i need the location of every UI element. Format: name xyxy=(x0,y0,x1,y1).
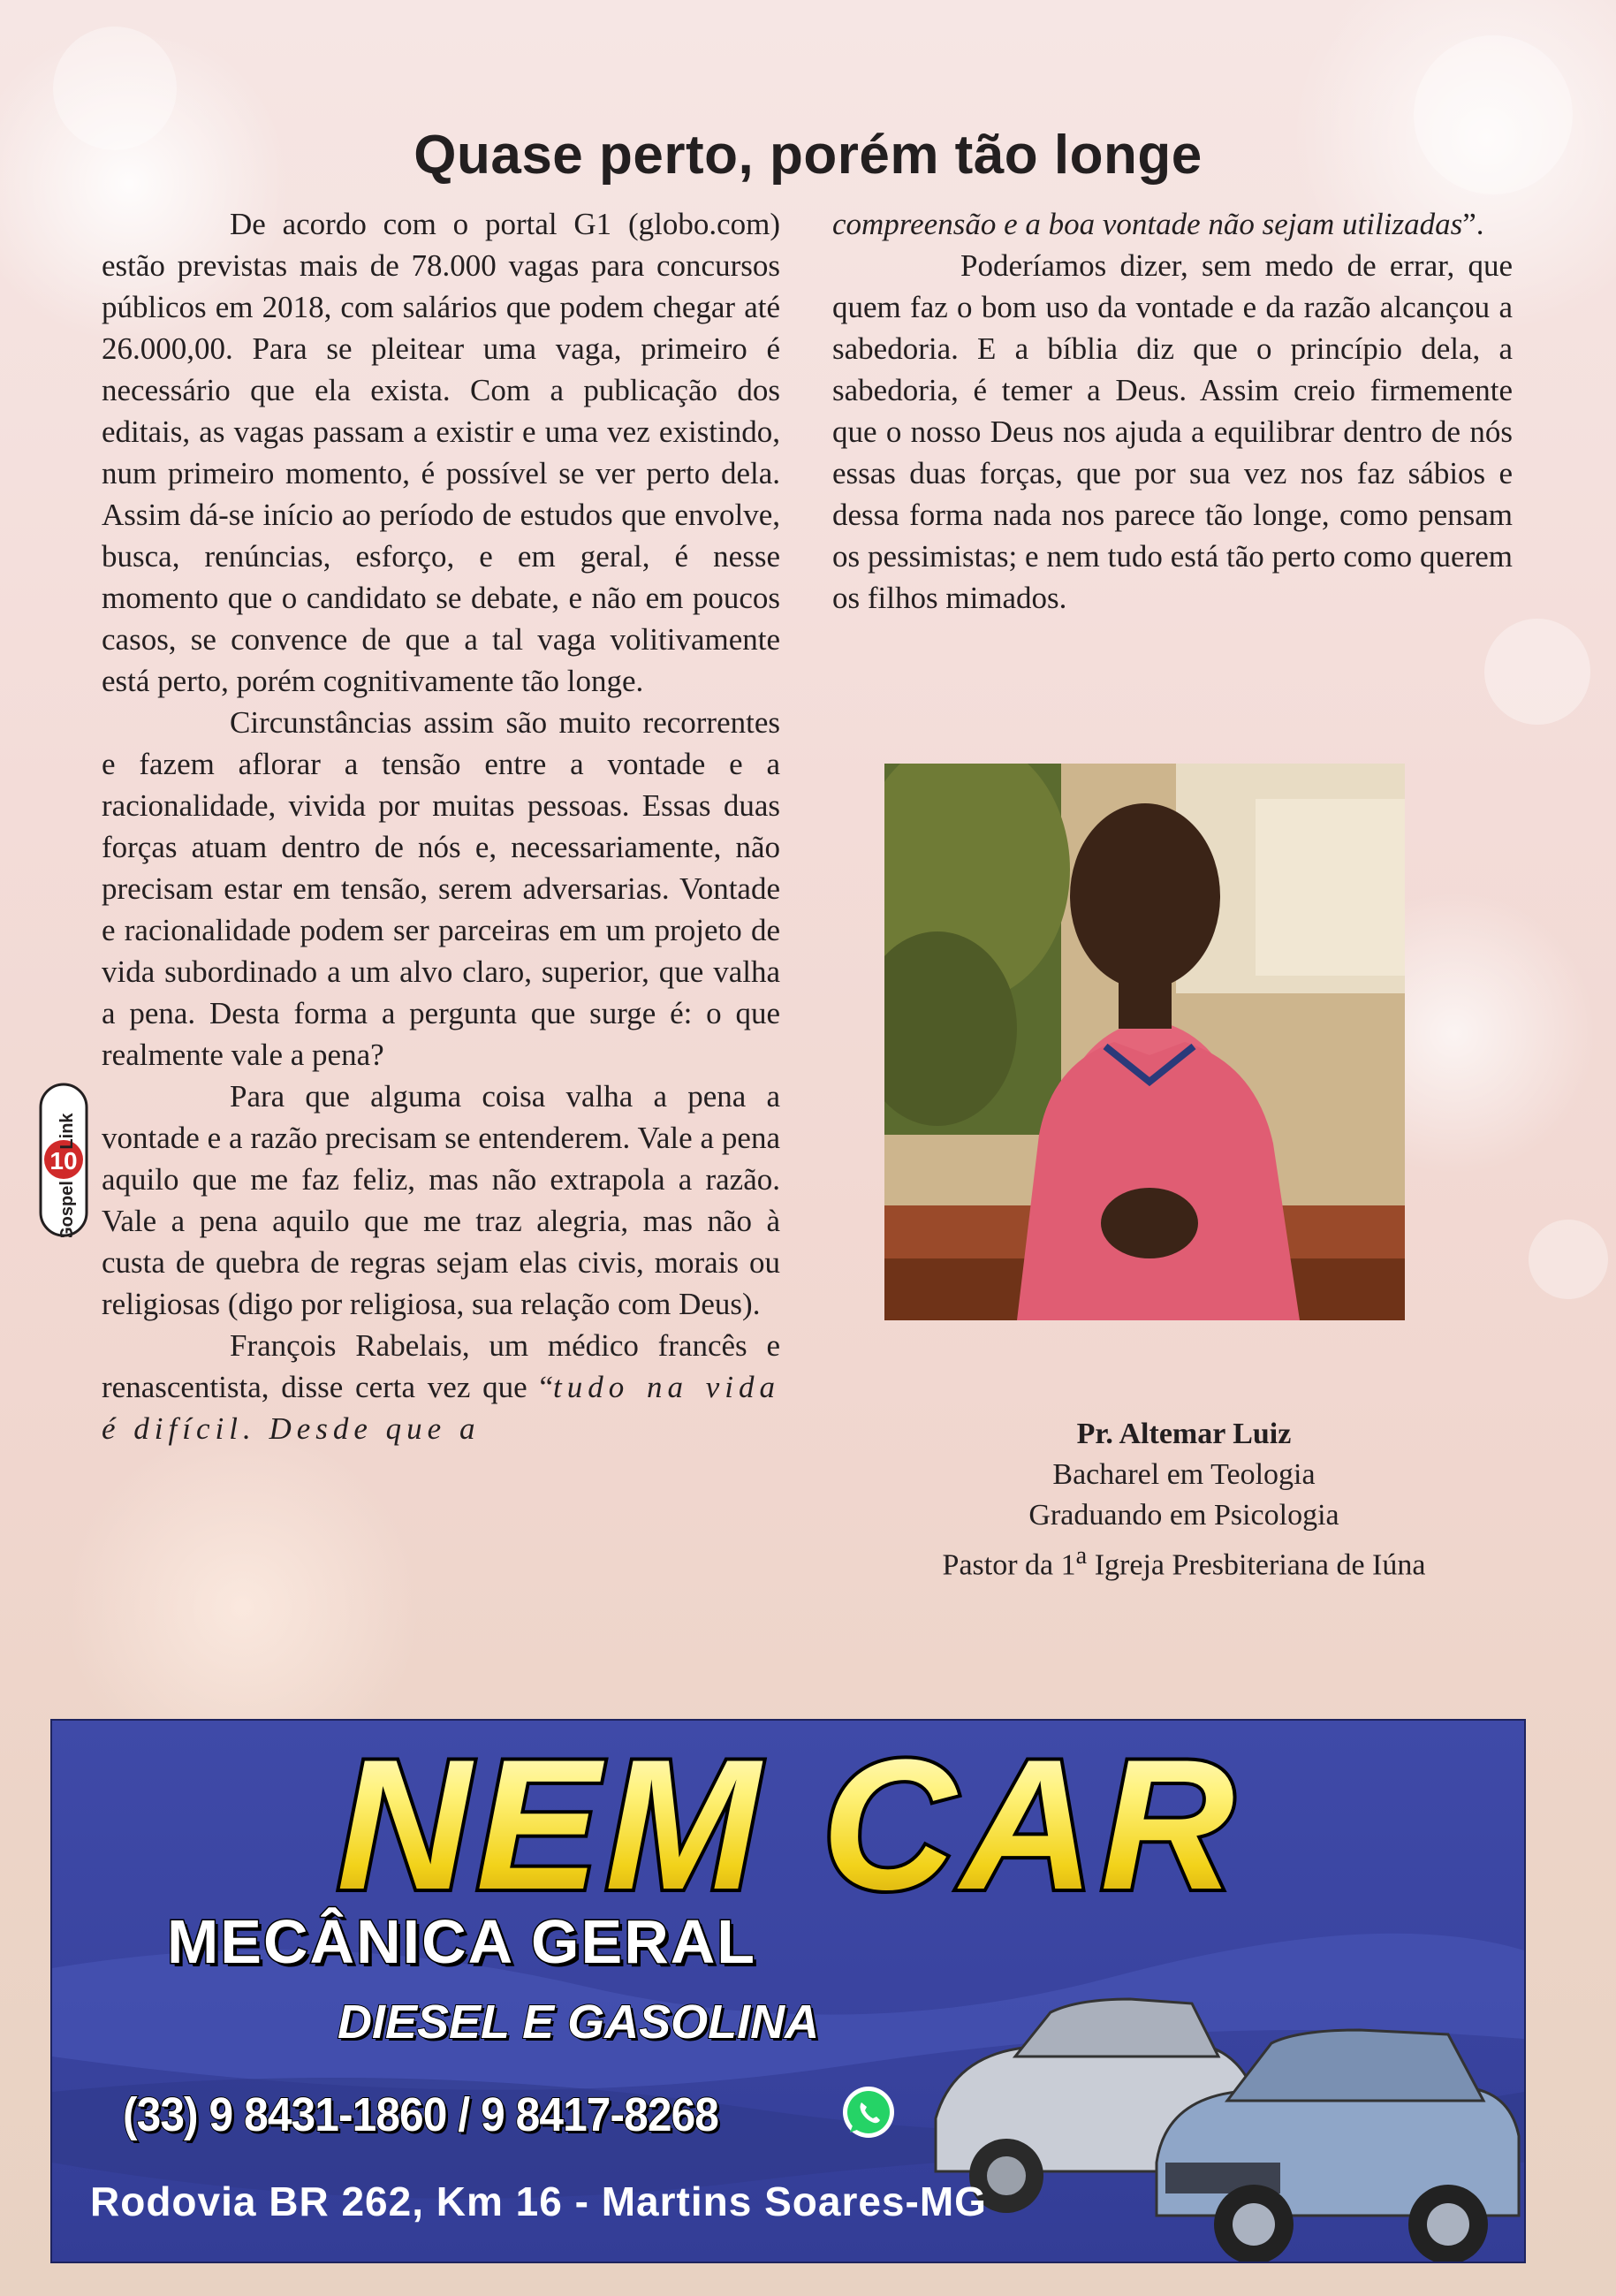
page-tag-label-top: Link xyxy=(57,1113,77,1150)
author-caption xyxy=(875,1414,1493,1585)
article-paragraph: Para que alguma coisa valha a pena a vontade e a razão precisam se entenderem. Vale a pena aquilo que me faz feliz, mas não extrapola a razão. Vale a pena aquilo que me traz alegria, mas não à custa de quebra de regras sejam elas civis, morais ou religiosas (digo por religiosa, sua relação com Deus). xyxy=(102,1079,780,1321)
author-photo xyxy=(884,764,1405,1320)
author-credential-sup: a xyxy=(1075,1542,1088,1570)
ad-fuel-line: DIESEL E GASOLINA xyxy=(338,1996,820,2049)
article-column-left xyxy=(102,203,780,1449)
article-paragraph: Circunstâncias assim são muito recorrentes e fazem aflorar a tensão entre a vontade e a racionalidade, vivida por muitas pessoas. Essas duas forças atuam dentro de nós e, necessariamente, não precisam estar em tensão, serem adversarias. Vontade e racionalidade podem ser parceiras em um projeto de vida subordinado a um alvo claro, superior, que valha a pena. Desta forma a pergunta que surge é: o que realmente vale a pena? xyxy=(102,705,780,1072)
author-name: Pr. Altemar Luiz xyxy=(1076,1418,1292,1450)
author-credential: Graduando em Psicologia xyxy=(1028,1499,1339,1532)
quote-text: tudo na vida é difícil. Desde que a xyxy=(102,1370,781,1446)
ad-address: Rodovia BR 262, Km 16 - Martins Soares-MG xyxy=(90,2178,987,2224)
quote-open: “ xyxy=(539,1370,553,1404)
author-credential xyxy=(875,1536,1493,1585)
article-paragraph: De acordo com o portal G1 (globo.com) estão previstas mais de 78.000 vagas para concursos públicos em 2018, com salários que podem chegar até 26.000,00. Para se pleitear uma vaga, primeiro é necessário que ela exista. Com a publicação dos editais, as vagas passam a existir e uma vez existindo, num primeiro momento, é possível se ver perto dela. Assim dá-se início ao período de estudos que envolve, busca, renúncias, esforço, e em geral, é nesse momento que o candidato se debate, e não em poucos casos, se convence de que a tal vaga volitivamente está perto, porém cognitivamente tão longe. xyxy=(102,207,780,698)
article-column-right xyxy=(832,203,1513,619)
whatsapp-icon xyxy=(841,2085,896,2140)
quote-text: compreensão e a boa vontade não sejam utilizadas xyxy=(832,207,1463,241)
background-bokeh xyxy=(1529,1220,1608,1299)
page-tag-label-bottom: Gospel xyxy=(57,1181,77,1237)
advertisement-banner xyxy=(50,1719,1526,2263)
background-bokeh xyxy=(1484,619,1590,725)
article-paragraph xyxy=(832,203,1513,245)
article-paragraph-text: François Rabelais, um médico francês e renascentista, disse certa vez que xyxy=(102,1328,780,1404)
page-number: 10 xyxy=(49,1147,78,1175)
author-credential-text: Igreja Presbiteriana de Iúna xyxy=(1087,1548,1426,1582)
article-title: Quase perto, porém tão longe xyxy=(413,125,1203,186)
cars-illustration xyxy=(900,1959,1524,2262)
article-paragraph: Poderíamos dizer, sem medo de errar, que quem faz o bom uso da vontade e da razão alcançou a sabedoria. E a bíblia diz que o princípio dela, a sabedoria, é temer a Deus. Assim creio firmemente que o nosso Deus nos ajuda a equilibrar dentro de nós essas duas forças, que por sua vez nos faz sábios e dessa forma nada nos parece tão longe, como pensam os pessimistas; e nem tudo está tão perto como querem os filhos mimados. xyxy=(832,248,1513,615)
page-number-tag xyxy=(37,1083,90,1237)
quote-close: ”. xyxy=(1462,207,1484,241)
article-paragraph xyxy=(102,1325,780,1449)
author-credential-text: Pastor da 1 xyxy=(942,1548,1076,1582)
author-credential: Bacharel em Teologia xyxy=(1052,1458,1316,1491)
ad-service-line: MECÂNICA GERAL xyxy=(167,1907,757,1976)
ad-brand-logo: NEM CAR xyxy=(337,1721,1240,1928)
ad-phone-numbers: (33) 9 8431-1860 / 9 8417-8268 xyxy=(123,2088,718,2141)
author-photo-illustration xyxy=(884,764,1405,1320)
